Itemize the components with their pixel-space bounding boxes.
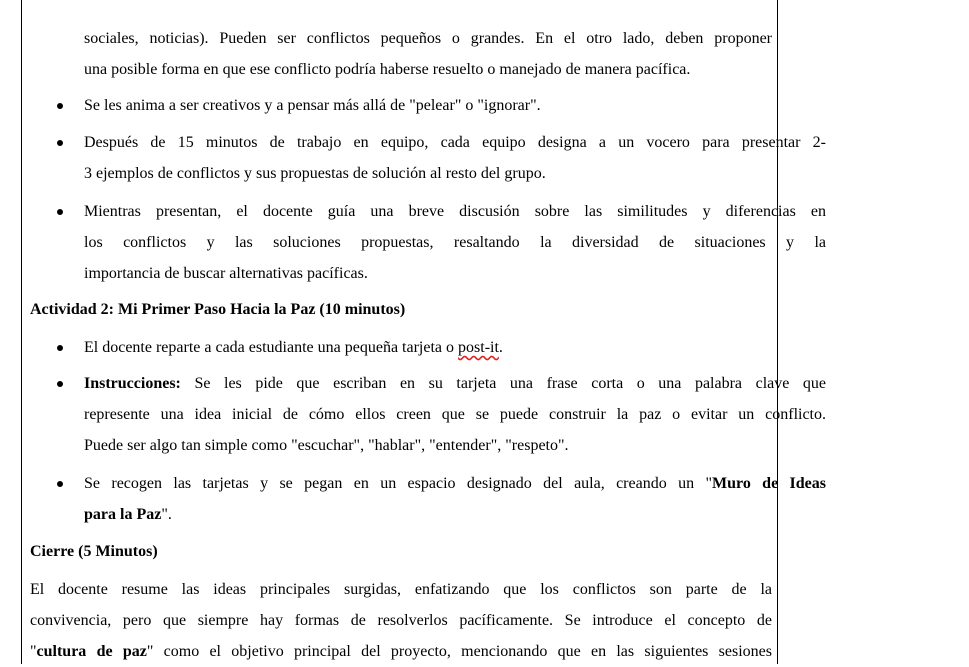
text-line: Puede ser algo tan simple como "escuchar", "hablar", "entender", "respeto". (84, 437, 569, 454)
text-line: convivencia, pero que siempre hay formas de resolverlos pacíficamente. Se introduce el concepto de (30, 612, 772, 629)
bullet-icon (57, 103, 63, 109)
bullet-icon (57, 481, 63, 487)
list-item-despues (30, 127, 826, 189)
bullet-icon (57, 209, 63, 215)
text-line: represente una idea inicial de cómo ellos creen que se puede construir la paz o evitar un conflicto. (84, 406, 826, 423)
text-line: Después de 15 minutos de trabajo en equipo, cada equipo designa a un vocero para presentar 2- (84, 134, 826, 151)
list-item-instrucciones (30, 368, 826, 461)
text-line (84, 332, 826, 363)
text-span: Se les pide que escriban en su tarjeta una frase corta o una palabra clave que (180, 375, 826, 392)
paragraph-cierre (30, 574, 772, 667)
text-line: una posible forma en que ese conflicto podría haberse resuelto o manejado de manera pacífica. (84, 61, 691, 78)
text-line: importancia de buscar alternativas pacíficas. (84, 265, 368, 282)
bold-label: Instrucciones: (84, 375, 181, 392)
list-item-reparte (30, 332, 826, 363)
text-line (30, 636, 772, 667)
list-item-creativos (30, 90, 826, 121)
text-line (84, 368, 826, 399)
list-item-recogen (30, 468, 826, 530)
bullet-icon (57, 345, 63, 351)
paragraph-top (30, 23, 772, 85)
text-span: " como el objetivo principal del proyecto, mencionando que en las siguientes sesiones (146, 643, 772, 660)
text-span: Se recogen las tarjetas y se pegan en un espacio designado del aula, creando un " (84, 475, 712, 492)
text-span: . (498, 339, 503, 356)
text-span: ". (161, 506, 172, 523)
text-line: los conflictos y las soluciones propuestas, resaltando la diversidad de situaciones y la (84, 234, 826, 251)
bullet-icon (57, 140, 63, 146)
spellcheck-marked-word: post-it (458, 339, 499, 356)
list-item-mientras (30, 196, 826, 289)
bold-text: Muro de Ideas (712, 475, 827, 492)
bold-text: para la Paz (84, 506, 162, 523)
text-line: Se les anima a ser creativos y a pensar más allá de "pelear" o "ignorar". (84, 97, 541, 114)
heading-actividad-2: Actividad 2: Mi Primer Paso Hacia la Paz (10 minutos) (30, 301, 406, 318)
text-line: El docente resume las ideas principales surgidas, enfatizando que los conflictos son parte de la (30, 581, 772, 598)
text-span: El docente reparte a cada estudiante una pequeña tarjeta o (84, 339, 459, 356)
table-border-left (21, 0, 22, 664)
text-span: " (30, 643, 37, 660)
text-line: sociales, noticias). Pueden ser conflictos pequeños o grandes. En el otro lado, deben proponer (84, 30, 772, 47)
bullet-icon (57, 381, 63, 387)
bold-text: cultura de paz (36, 643, 147, 660)
heading-cierre: Cierre (5 Minutos) (30, 543, 158, 560)
text-line: Mientras presentan, el docente guía una breve discusión sobre las similitudes y diferencias en (84, 203, 826, 220)
text-line: 3 ejemplos de conflictos y sus propuestas de solución al resto del grupo. (84, 165, 546, 182)
text-line (84, 468, 826, 499)
text-line (84, 499, 826, 530)
